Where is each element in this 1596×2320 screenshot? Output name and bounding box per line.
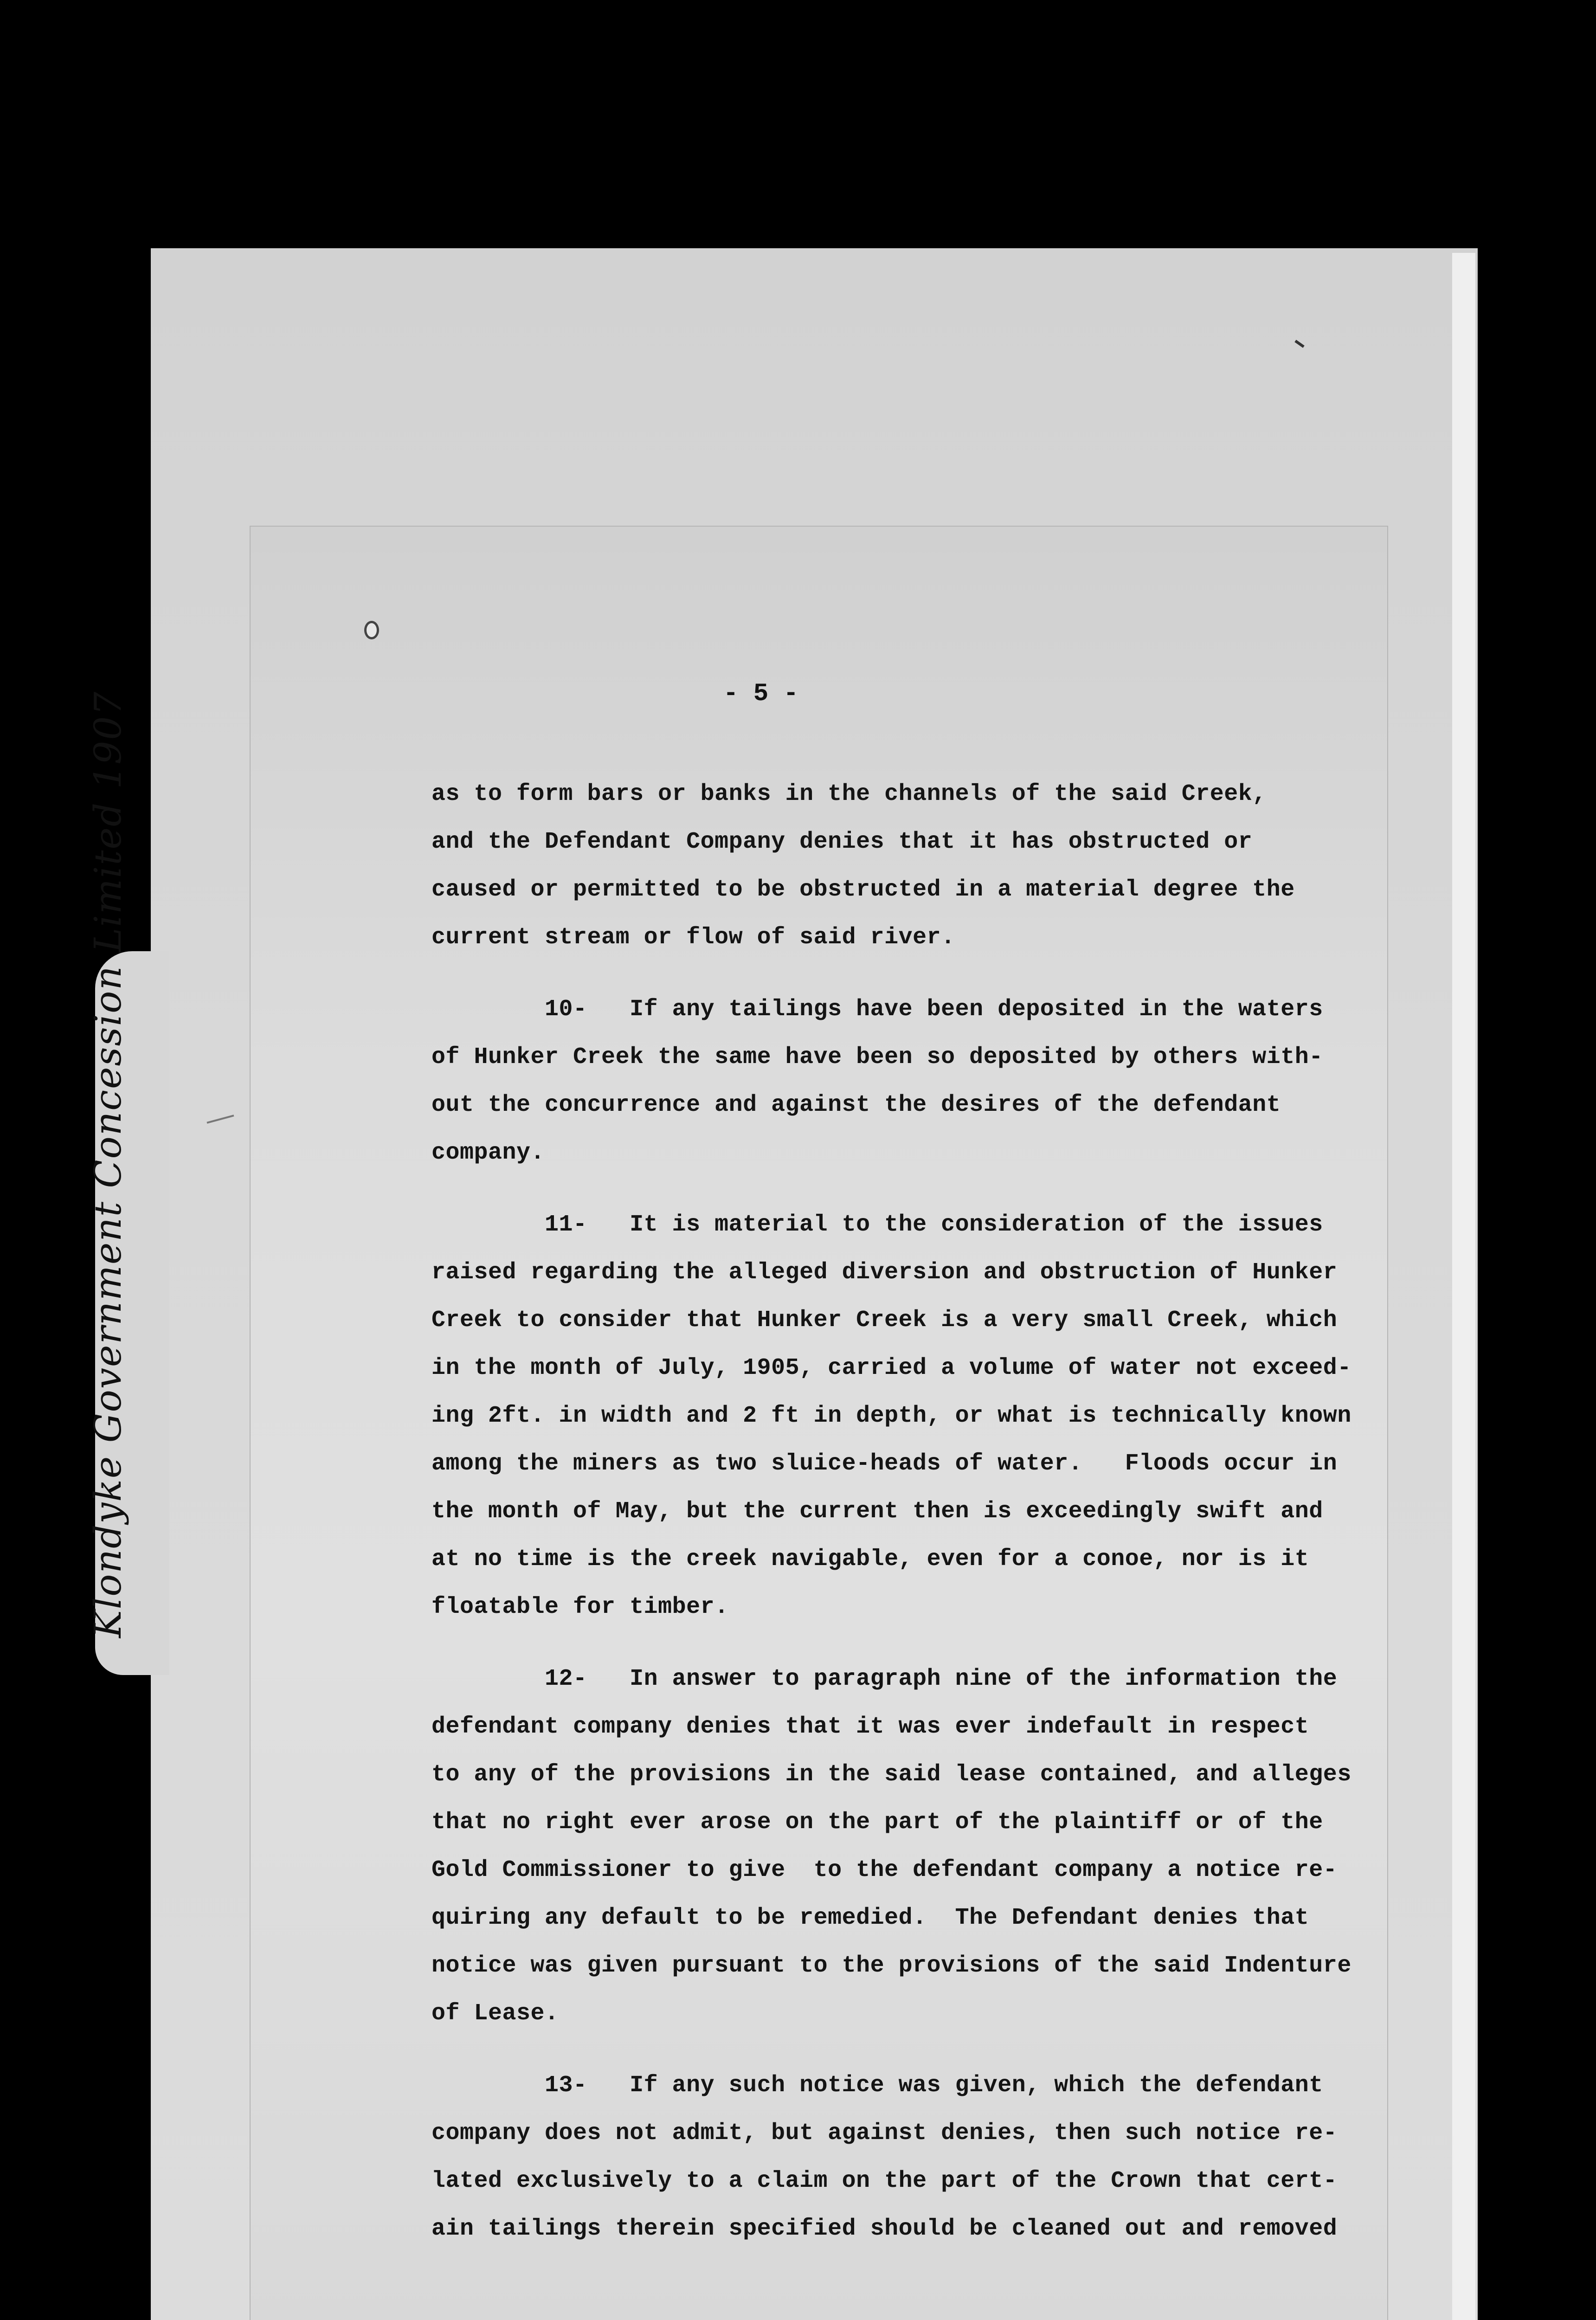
text-line: 11- It is material to the consideration of the issues bbox=[431, 1212, 1323, 1238]
text-line: at no time is the creek navigable, even for a conoe, nor is it bbox=[431, 1546, 1309, 1572]
text-line: 10- If any tailings have been deposited in the waters bbox=[431, 996, 1323, 1023]
paragraph-gap bbox=[431, 1177, 1383, 1201]
text-line: floatable for timber. bbox=[431, 1594, 729, 1620]
text-line: current stream or flow of said river. bbox=[431, 924, 955, 951]
text-line: out the concurrence and against the desires of the defendant bbox=[431, 1092, 1281, 1118]
text-line: and the Defendant Company denies that it has obstructed or bbox=[431, 829, 1253, 855]
text-line: ing 2ft. in width and 2 ft in depth, or what is technically known bbox=[431, 1403, 1351, 1429]
text-line: 13- If any such notice was given, which the defendant bbox=[431, 2072, 1323, 2099]
text-line: Gold Commissioner to give to the defendant company a notice re- bbox=[431, 1857, 1338, 1883]
text-line: ain tailings therein specified should be cleaned out and removed bbox=[431, 2216, 1338, 2242]
text-line: as to form bars or banks in the channels of the said Creek, bbox=[431, 781, 1267, 807]
text-line: Creek to consider that Hunker Creek is a very small Creek, which bbox=[431, 1307, 1338, 1334]
folder-tab-label: Klondyke Government Concession Limited 1907 bbox=[86, 690, 129, 1638]
text-line: that no right ever arose on the part of the plaintiff or of the bbox=[431, 1809, 1323, 1836]
text-line: lated exclusively to a claim on the part of the Crown that cert- bbox=[431, 2168, 1338, 2194]
text-line: among the miners as two sluice-heads of water. Floods occur in bbox=[431, 1450, 1338, 1477]
text-line: company does not admit, but against denies, then such notice re- bbox=[431, 2120, 1338, 2146]
text-line: defendant company denies that it was ever indefault in respect bbox=[431, 1714, 1309, 1740]
text-line: company. bbox=[431, 1140, 545, 1166]
paragraph-gap bbox=[431, 961, 1383, 986]
text-line: of Hunker Creek the same have been so deposited by others with- bbox=[431, 1044, 1323, 1070]
text-line: caused or permitted to be obstructed in a material degree the bbox=[431, 876, 1295, 903]
text-line: raised regarding the alleged diversion and obstruction of Hunker bbox=[431, 1259, 1338, 1286]
punch-hole bbox=[364, 621, 379, 639]
text-line: the month of May, but the current then is exceedingly swift and bbox=[431, 1498, 1323, 1525]
document-body bbox=[431, 770, 1383, 2253]
page-number: - 5 - bbox=[723, 680, 799, 708]
folder-edge bbox=[1452, 253, 1475, 2320]
text-line: of Lease. bbox=[431, 2000, 559, 2027]
text-line: quiring any default to be remedied. The Defendant denies that bbox=[431, 1905, 1309, 1931]
paragraph-gap bbox=[431, 2037, 1383, 2062]
text-line: to any of the provisions in the said lease contained, and alleges bbox=[431, 1761, 1351, 1788]
text-line: in the month of July, 1905, carried a volume of water not exceed- bbox=[431, 1355, 1351, 1381]
text-line: notice was given pursuant to the provisions of the said Indenture bbox=[431, 1953, 1351, 1979]
paragraph-gap bbox=[431, 1631, 1383, 1655]
text-line: 12- In answer to paragraph nine of the information the bbox=[431, 1666, 1338, 1692]
